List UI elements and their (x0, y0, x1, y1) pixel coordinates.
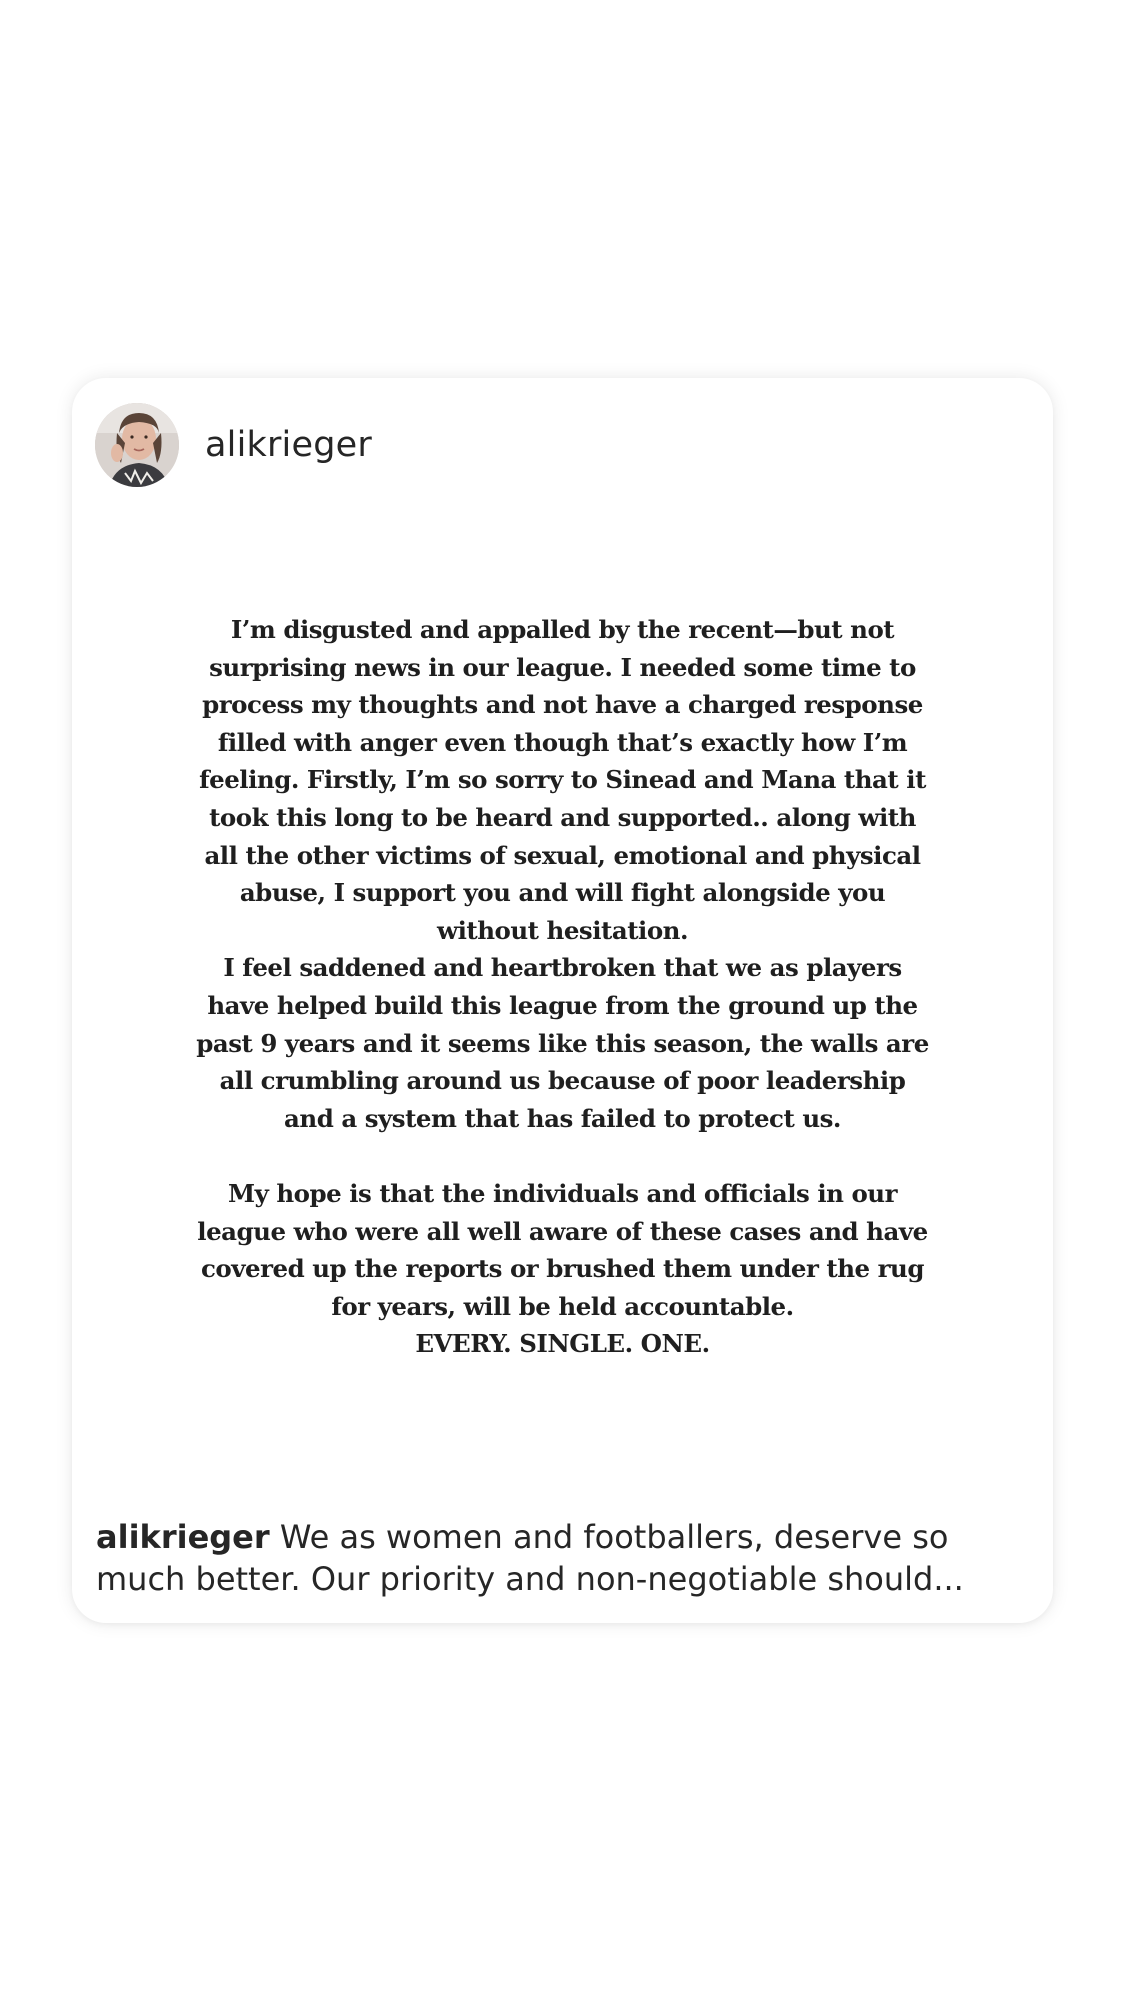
caption-text: We as women and footballers, deserve so much better. Our priority and non-negotiable should... (96, 1518, 964, 1598)
paragraph-spacer (192, 1137, 933, 1175)
statement-paragraph: I’m disgusted and appalled by the recent—but not surprising news in our league. I needed some time to process my thoughts and not have a charged response filled with anger even though that’s exactly how I’m feeling. Firstly, I’m so sorry to Sinead and Mana that it took this long to be heard and supported.. along with all the other victims of sexual, emotional and physical abuse, I support you and will fight alongside you without hesitation. I feel saddened and heartbroken that we as players have helped build this league from the ground up the past 9 years and it seems like this season, the walls are all crumbling around us because of poor leadership and a system that has failed to protect us. (196, 615, 929, 1133)
profile-photo-icon (95, 403, 179, 487)
post-caption[interactable] (96, 1516, 1036, 1600)
post-card (72, 378, 1053, 1623)
post-username[interactable]: alikrieger (205, 425, 372, 465)
caption-username[interactable]: alikrieger (96, 1518, 270, 1556)
statement-paragraph: My hope is that the individuals and officials in our league who were all well aware of these cases and have covered up the reports or brushed them under the rug for years, will be held accountable. EVERY. SINGLE. ONE. (197, 1178, 928, 1359)
post-header (95, 402, 372, 488)
statement-text-image (192, 611, 933, 1363)
avatar[interactable] (95, 403, 179, 487)
